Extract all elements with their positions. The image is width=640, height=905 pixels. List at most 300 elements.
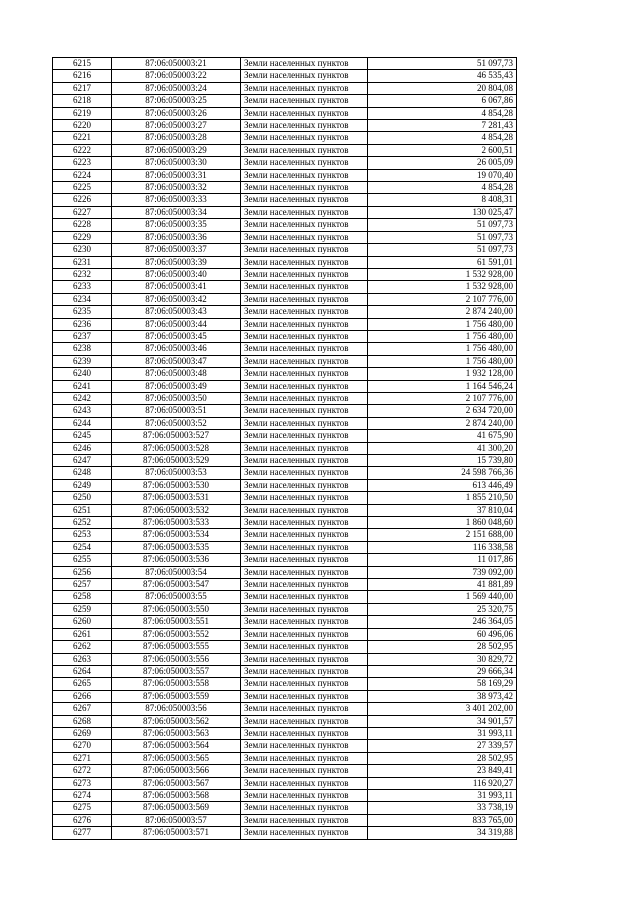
- land-category-cell: Земли населенных пунктов: [241, 206, 368, 218]
- land-category-cell: Земли населенных пунктов: [241, 641, 368, 653]
- table-row: [53, 455, 517, 467]
- cadastral-number-cell: 87:06:050003:552: [112, 628, 241, 640]
- row-number-cell: 6263: [53, 653, 112, 665]
- table-row: [53, 789, 517, 801]
- row-number-cell: 6229: [53, 231, 112, 243]
- cadastral-number-cell: 87:06:050003:46: [112, 343, 241, 355]
- cadastral-value-cell: 116 338,58: [368, 541, 517, 553]
- land-category-cell: Земли населенных пунктов: [241, 144, 368, 156]
- cadastral-value-cell: 31 993,11: [368, 789, 517, 801]
- cadastral-value-cell: 8 408,31: [368, 194, 517, 206]
- land-category-cell: Земли населенных пунктов: [241, 665, 368, 677]
- table-row: [53, 120, 517, 132]
- table-row: [53, 70, 517, 82]
- row-number-cell: 6223: [53, 157, 112, 169]
- table-row: [53, 281, 517, 293]
- table-row: [53, 318, 517, 330]
- cadastral-number-cell: 87:06:050003:40: [112, 268, 241, 280]
- land-category-cell: Земли населенных пунктов: [241, 355, 368, 367]
- table-row: [53, 653, 517, 665]
- table-row: [53, 268, 517, 280]
- table-row: [53, 442, 517, 454]
- land-category-cell: Земли населенных пунктов: [241, 293, 368, 305]
- row-number-cell: 6269: [53, 727, 112, 739]
- land-category-cell: Земли населенных пунктов: [241, 380, 368, 392]
- cadastral-number-cell: 87:06:050003:550: [112, 603, 241, 615]
- cadastral-number-cell: 87:06:050003:25: [112, 95, 241, 107]
- land-category-cell: Земли населенных пунктов: [241, 678, 368, 690]
- table-row: [53, 293, 517, 305]
- cadastral-value-cell: 61 591,01: [368, 256, 517, 268]
- table-row: [53, 95, 517, 107]
- table-row: [53, 802, 517, 814]
- land-category-cell: Земли населенных пунктов: [241, 529, 368, 541]
- land-category-cell: Земли населенных пунктов: [241, 777, 368, 789]
- land-category-cell: Земли населенных пунктов: [241, 120, 368, 132]
- cadastral-value-cell: 130 025,47: [368, 206, 517, 218]
- cadastral-number-cell: 87:06:050003:35: [112, 219, 241, 231]
- table-row: [53, 256, 517, 268]
- land-category-cell: Земли населенных пунктов: [241, 231, 368, 243]
- cadastral-number-cell: 87:06:050003:52: [112, 417, 241, 429]
- table-row: [53, 554, 517, 566]
- row-number-cell: 6270: [53, 740, 112, 752]
- land-category-cell: Земли населенных пунктов: [241, 268, 368, 280]
- cadastral-number-cell: 87:06:050003:529: [112, 455, 241, 467]
- table-body: [53, 58, 517, 840]
- table-row: [53, 82, 517, 94]
- row-number-cell: 6273: [53, 777, 112, 789]
- row-number-cell: 6236: [53, 318, 112, 330]
- cadastral-number-cell: 87:06:050003:24: [112, 82, 241, 94]
- cadastral-number-cell: 87:06:050003:533: [112, 517, 241, 529]
- row-number-cell: 6264: [53, 665, 112, 677]
- cadastral-value-cell: 11 017,86: [368, 554, 517, 566]
- cadastral-value-cell: 116 920,27: [368, 777, 517, 789]
- row-number-cell: 6234: [53, 293, 112, 305]
- cadastral-number-cell: 87:06:050003:551: [112, 616, 241, 628]
- land-category-cell: Земли населенных пунктов: [241, 430, 368, 442]
- cadastral-value-cell: 46 535,43: [368, 70, 517, 82]
- land-category-cell: Земли населенных пунктов: [241, 318, 368, 330]
- row-number-cell: 6219: [53, 107, 112, 119]
- cadastral-value-cell: 1 164 546,24: [368, 380, 517, 392]
- table-row: [53, 541, 517, 553]
- table-row: [53, 355, 517, 367]
- row-number-cell: 6252: [53, 517, 112, 529]
- cadastral-number-cell: 87:06:050003:547: [112, 579, 241, 591]
- cadastral-number-cell: 87:06:050003:536: [112, 554, 241, 566]
- cadastral-value-cell: 28 502,95: [368, 641, 517, 653]
- table-row: [53, 814, 517, 826]
- table-row: [53, 827, 517, 839]
- row-number-cell: 6220: [53, 120, 112, 132]
- row-number-cell: 6228: [53, 219, 112, 231]
- cadastral-number-cell: 87:06:050003:33: [112, 194, 241, 206]
- cadastral-number-cell: 87:06:050003:567: [112, 777, 241, 789]
- land-category-cell: Земли населенных пунктов: [241, 95, 368, 107]
- cadastral-number-cell: 87:06:050003:43: [112, 306, 241, 318]
- cadastral-number-cell: 87:06:050003:34: [112, 206, 241, 218]
- land-category-cell: Земли населенных пунктов: [241, 442, 368, 454]
- table-row: [53, 566, 517, 578]
- cadastral-value-cell: 2 107 776,00: [368, 293, 517, 305]
- land-category-cell: Земли населенных пунктов: [241, 566, 368, 578]
- cadastral-value-cell: 2 634 720,00: [368, 405, 517, 417]
- cadastral-number-cell: 87:06:050003:48: [112, 368, 241, 380]
- cadastral-number-cell: 87:06:050003:530: [112, 479, 241, 491]
- land-category-cell: Земли населенных пунктов: [241, 244, 368, 256]
- row-number-cell: 6233: [53, 281, 112, 293]
- row-number-cell: 6249: [53, 479, 112, 491]
- land-category-cell: Земли населенных пунктов: [241, 343, 368, 355]
- cadastral-value-cell: 26 005,09: [368, 157, 517, 169]
- table-row: [53, 107, 517, 119]
- cadastral-value-cell: 246 364,05: [368, 616, 517, 628]
- cadastral-value-cell: 41 675,90: [368, 430, 517, 442]
- cadastral-number-cell: 87:06:050003:564: [112, 740, 241, 752]
- cadastral-value-cell: 1 569 440,00: [368, 591, 517, 603]
- land-category-cell: Земли населенных пунктов: [241, 281, 368, 293]
- cadastral-number-cell: 87:06:050003:527: [112, 430, 241, 442]
- cadastral-number-cell: 87:06:050003:565: [112, 752, 241, 764]
- cadastral-value-cell: 51 097,73: [368, 58, 517, 70]
- row-number-cell: 6276: [53, 814, 112, 826]
- land-category-cell: Земли населенных пунктов: [241, 169, 368, 181]
- cadastral-number-cell: 87:06:050003:47: [112, 355, 241, 367]
- row-number-cell: 6243: [53, 405, 112, 417]
- cadastral-number-cell: 87:06:050003:534: [112, 529, 241, 541]
- land-category-cell: Земли населенных пунктов: [241, 58, 368, 70]
- row-number-cell: 6250: [53, 492, 112, 504]
- land-category-cell: Земли населенных пунктов: [241, 330, 368, 342]
- row-number-cell: 6272: [53, 765, 112, 777]
- land-category-cell: Земли населенных пунктов: [241, 182, 368, 194]
- land-category-cell: Земли населенных пунктов: [241, 603, 368, 615]
- cadastral-number-cell: 87:06:050003:56: [112, 703, 241, 715]
- cadastral-value-cell: 51 097,73: [368, 244, 517, 256]
- land-category-cell: Земли населенных пунктов: [241, 479, 368, 491]
- cadastral-value-cell: 28 502,95: [368, 752, 517, 764]
- row-number-cell: 6248: [53, 467, 112, 479]
- row-number-cell: 6241: [53, 380, 112, 392]
- cadastral-number-cell: 87:06:050003:558: [112, 678, 241, 690]
- cadastral-number-cell: 87:06:050003:31: [112, 169, 241, 181]
- cadastral-value-cell: 24 598 766,36: [368, 467, 517, 479]
- land-category-cell: Земли населенных пунктов: [241, 802, 368, 814]
- land-category-cell: Земли населенных пунктов: [241, 827, 368, 839]
- row-number-cell: 6231: [53, 256, 112, 268]
- table-row: [53, 194, 517, 206]
- land-category-cell: Земли населенных пунктов: [241, 467, 368, 479]
- row-number-cell: 6275: [53, 802, 112, 814]
- cadastral-number-cell: 87:06:050003:528: [112, 442, 241, 454]
- land-category-cell: Земли населенных пунктов: [241, 591, 368, 603]
- table-row: [53, 219, 517, 231]
- row-number-cell: 6245: [53, 430, 112, 442]
- table-row: [53, 628, 517, 640]
- table-row: [53, 405, 517, 417]
- table-row: [53, 380, 517, 392]
- cadastral-value-cell: 15 739,80: [368, 455, 517, 467]
- row-number-cell: 6271: [53, 752, 112, 764]
- cadastral-number-cell: 87:06:050003:566: [112, 765, 241, 777]
- row-number-cell: 6251: [53, 504, 112, 516]
- cadastral-number-cell: 87:06:050003:555: [112, 641, 241, 653]
- row-number-cell: 6259: [53, 603, 112, 615]
- land-category-cell: Земли населенных пунктов: [241, 653, 368, 665]
- cadastral-value-cell: 34 319,88: [368, 827, 517, 839]
- land-category-cell: Земли населенных пунктов: [241, 616, 368, 628]
- table-row: [53, 144, 517, 156]
- cadastral-value-cell: 33 738,19: [368, 802, 517, 814]
- table-row: [53, 467, 517, 479]
- cadastral-number-cell: 87:06:050003:22: [112, 70, 241, 82]
- land-category-cell: Земли населенных пунктов: [241, 628, 368, 640]
- land-category-cell: Земли населенных пунктов: [241, 82, 368, 94]
- row-number-cell: 6253: [53, 529, 112, 541]
- table-row: [53, 665, 517, 677]
- land-category-cell: Земли населенных пунктов: [241, 492, 368, 504]
- land-category-cell: Земли населенных пунктов: [241, 417, 368, 429]
- cadastral-value-cell: 29 666,34: [368, 665, 517, 677]
- row-number-cell: 6260: [53, 616, 112, 628]
- cadastral-number-cell: 87:06:050003:562: [112, 715, 241, 727]
- cadastral-value-cell: 38 973,42: [368, 690, 517, 702]
- cadastral-value-cell: 41 300,20: [368, 442, 517, 454]
- cadastral-number-cell: 87:06:050003:41: [112, 281, 241, 293]
- table-row: [53, 616, 517, 628]
- cadastral-value-cell: 1 756 480,00: [368, 343, 517, 355]
- table-row: [53, 368, 517, 380]
- cadastral-value-cell: 2 151 688,00: [368, 529, 517, 541]
- land-category-cell: Земли населенных пунктов: [241, 194, 368, 206]
- cadastral-number-cell: 87:06:050003:37: [112, 244, 241, 256]
- table-row: [53, 715, 517, 727]
- row-number-cell: 6258: [53, 591, 112, 603]
- table-row: [53, 678, 517, 690]
- table-row: [53, 740, 517, 752]
- cadastral-value-cell: 4 854,28: [368, 107, 517, 119]
- cadastral-value-cell: 34 901,57: [368, 715, 517, 727]
- cadastral-value-cell: 60 496,06: [368, 628, 517, 640]
- cadastral-value-cell: 1 756 480,00: [368, 330, 517, 342]
- row-number-cell: 6222: [53, 144, 112, 156]
- row-number-cell: 6254: [53, 541, 112, 553]
- cadastral-number-cell: 87:06:050003:30: [112, 157, 241, 169]
- cadastral-value-cell: 20 804,08: [368, 82, 517, 94]
- cadastral-value-cell: 1 860 048,60: [368, 517, 517, 529]
- row-number-cell: 6217: [53, 82, 112, 94]
- table-row: [53, 492, 517, 504]
- cadastral-value-cell: 2 874 240,00: [368, 417, 517, 429]
- table-row: [53, 603, 517, 615]
- land-category-cell: Земли населенных пунктов: [241, 132, 368, 144]
- cadastral-value-cell: 1 532 928,00: [368, 281, 517, 293]
- cadastral-number-cell: 87:06:050003:51: [112, 405, 241, 417]
- land-category-cell: Земли населенных пунктов: [241, 740, 368, 752]
- cadastral-number-cell: 87:06:050003:50: [112, 392, 241, 404]
- cadastral-value-cell: 739 092,00: [368, 566, 517, 578]
- row-number-cell: 6266: [53, 690, 112, 702]
- cadastral-number-cell: 87:06:050003:568: [112, 789, 241, 801]
- cadastral-number-cell: 87:06:050003:29: [112, 144, 241, 156]
- cadastral-value-cell: 4 854,28: [368, 132, 517, 144]
- cadastral-value-cell: 1 532 928,00: [368, 268, 517, 280]
- cadastral-value-cell: 23 849,41: [368, 765, 517, 777]
- land-category-cell: Земли населенных пунктов: [241, 256, 368, 268]
- land-category-cell: Земли населенных пунктов: [241, 219, 368, 231]
- land-category-cell: Земли населенных пунктов: [241, 554, 368, 566]
- table-row: [53, 392, 517, 404]
- cadastral-number-cell: 87:06:050003:55: [112, 591, 241, 603]
- land-category-cell: Земли населенных пунктов: [241, 765, 368, 777]
- row-number-cell: 6256: [53, 566, 112, 578]
- cadastral-number-cell: 87:06:050003:54: [112, 566, 241, 578]
- cadastral-value-cell: 51 097,73: [368, 219, 517, 231]
- cadastral-value-cell: 37 810,04: [368, 504, 517, 516]
- row-number-cell: 6255: [53, 554, 112, 566]
- land-category-cell: Земли населенных пунктов: [241, 703, 368, 715]
- table-row: [53, 417, 517, 429]
- cadastral-value-cell: 3 401 202,00: [368, 703, 517, 715]
- row-number-cell: 6268: [53, 715, 112, 727]
- cadastral-value-cell: 1 756 480,00: [368, 355, 517, 367]
- land-category-cell: Земли населенных пунктов: [241, 727, 368, 739]
- cadastral-value-cell: 41 881,89: [368, 579, 517, 591]
- land-category-cell: Земли населенных пунктов: [241, 455, 368, 467]
- table-row: [53, 479, 517, 491]
- row-number-cell: 6261: [53, 628, 112, 640]
- land-category-cell: Земли населенных пунктов: [241, 715, 368, 727]
- cadastral-value-cell: 7 281,43: [368, 120, 517, 132]
- cadastral-value-cell: 2 600,51: [368, 144, 517, 156]
- cadastral-value-cell: 1 932 128,00: [368, 368, 517, 380]
- row-number-cell: 6238: [53, 343, 112, 355]
- table-row: [53, 157, 517, 169]
- cadastral-value-cell: 2 874 240,00: [368, 306, 517, 318]
- row-number-cell: 6274: [53, 789, 112, 801]
- row-number-cell: 6277: [53, 827, 112, 839]
- row-number-cell: 6226: [53, 194, 112, 206]
- cadastral-number-cell: 87:06:050003:44: [112, 318, 241, 330]
- cadastral-number-cell: 87:06:050003:57: [112, 814, 241, 826]
- land-category-cell: Земли населенных пунктов: [241, 504, 368, 516]
- land-category-cell: Земли населенных пунктов: [241, 541, 368, 553]
- land-category-cell: Земли населенных пунктов: [241, 306, 368, 318]
- cadastral-number-cell: 87:06:050003:42: [112, 293, 241, 305]
- table-row: [53, 182, 517, 194]
- table-row: [53, 703, 517, 715]
- cadastral-number-cell: 87:06:050003:532: [112, 504, 241, 516]
- cadastral-value-cell: 58 169,29: [368, 678, 517, 690]
- row-number-cell: 6262: [53, 641, 112, 653]
- row-number-cell: 6244: [53, 417, 112, 429]
- cadastral-number-cell: 87:06:050003:563: [112, 727, 241, 739]
- cadastral-number-cell: 87:06:050003:39: [112, 256, 241, 268]
- cadastral-number-cell: 87:06:050003:569: [112, 802, 241, 814]
- row-number-cell: 6230: [53, 244, 112, 256]
- table-row: [53, 330, 517, 342]
- table-row: [53, 169, 517, 181]
- row-number-cell: 6221: [53, 132, 112, 144]
- table-row: [53, 579, 517, 591]
- cadastral-value-cell: 19 070,40: [368, 169, 517, 181]
- cadastral-number-cell: 87:06:050003:21: [112, 58, 241, 70]
- table-row: [53, 132, 517, 144]
- row-number-cell: 6239: [53, 355, 112, 367]
- table-row: [53, 529, 517, 541]
- cadastral-value-cell: 613 446,49: [368, 479, 517, 491]
- row-number-cell: 6247: [53, 455, 112, 467]
- table-row: [53, 690, 517, 702]
- land-category-cell: Земли населенных пунктов: [241, 579, 368, 591]
- row-number-cell: 6267: [53, 703, 112, 715]
- land-category-cell: Земли населенных пунктов: [241, 690, 368, 702]
- cadastral-number-cell: 87:06:050003:26: [112, 107, 241, 119]
- cadastral-number-cell: 87:06:050003:45: [112, 330, 241, 342]
- cadastral-value-cell: 27 339,57: [368, 740, 517, 752]
- cadastral-number-cell: 87:06:050003:27: [112, 120, 241, 132]
- row-number-cell: 6215: [53, 58, 112, 70]
- cadastral-number-cell: 87:06:050003:531: [112, 492, 241, 504]
- cadastral-number-cell: 87:06:050003:535: [112, 541, 241, 553]
- table-row: [53, 244, 517, 256]
- land-category-cell: Земли населенных пунктов: [241, 517, 368, 529]
- cadastral-value-cell: 51 097,73: [368, 231, 517, 243]
- table-row: [53, 517, 517, 529]
- table-row: [53, 641, 517, 653]
- land-category-cell: Земли населенных пунктов: [241, 157, 368, 169]
- cadastral-number-cell: 87:06:050003:556: [112, 653, 241, 665]
- cadastral-value-cell: 1 756 480,00: [368, 318, 517, 330]
- table-row: [53, 430, 517, 442]
- row-number-cell: 6224: [53, 169, 112, 181]
- cadastral-value-cell: 30 829,72: [368, 653, 517, 665]
- cadastral-value-cell: 31 993,11: [368, 727, 517, 739]
- land-category-cell: Земли населенных пунктов: [241, 70, 368, 82]
- row-number-cell: 6225: [53, 182, 112, 194]
- cadastral-value-cell: 6 067,86: [368, 95, 517, 107]
- table-row: [53, 504, 517, 516]
- table-row: [53, 206, 517, 218]
- row-number-cell: 6240: [53, 368, 112, 380]
- row-number-cell: 6232: [53, 268, 112, 280]
- cadastral-number-cell: 87:06:050003:53: [112, 467, 241, 479]
- cadastral-number-cell: 87:06:050003:32: [112, 182, 241, 194]
- cadastral-number-cell: 87:06:050003:557: [112, 665, 241, 677]
- table-row: [53, 777, 517, 789]
- cadastral-number-cell: 87:06:050003:28: [112, 132, 241, 144]
- table-row: [53, 591, 517, 603]
- row-number-cell: 6237: [53, 330, 112, 342]
- table-row: [53, 306, 517, 318]
- land-category-cell: Земли населенных пунктов: [241, 107, 368, 119]
- cadastral-number-cell: 87:06:050003:571: [112, 827, 241, 839]
- row-number-cell: 6216: [53, 70, 112, 82]
- table-row: [53, 58, 517, 70]
- land-category-cell: Земли населенных пунктов: [241, 752, 368, 764]
- table-row: [53, 752, 517, 764]
- table-row: [53, 231, 517, 243]
- cadastral-value-cell: 833 765,00: [368, 814, 517, 826]
- cadastral-value-table: [52, 57, 517, 840]
- table-row: [53, 727, 517, 739]
- land-category-cell: Земли населенных пунктов: [241, 368, 368, 380]
- land-category-cell: Земли населенных пунктов: [241, 392, 368, 404]
- cadastral-value-cell: 2 107 776,00: [368, 392, 517, 404]
- cadastral-value-cell: 25 320,75: [368, 603, 517, 615]
